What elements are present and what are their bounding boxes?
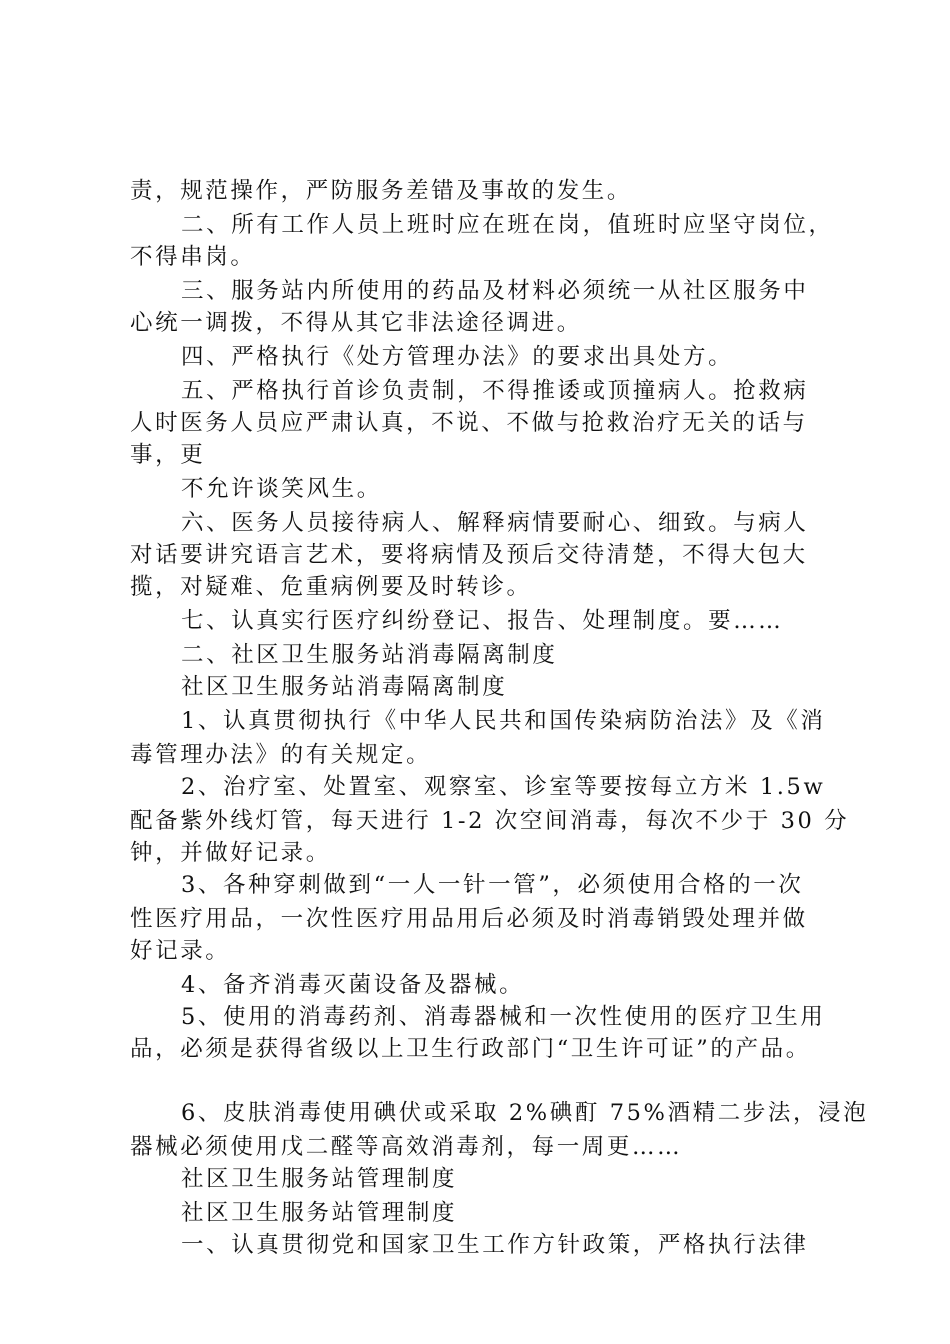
text-line: 钟，并做好记录。: [130, 840, 331, 866]
text-line: 不得串岗。: [130, 244, 256, 270]
text-line: 6、皮肤消毒使用碘伏或采取 2%碘酊 75%酒精二步法，浸泡: [181, 1100, 869, 1126]
text-line: 四、严格执行《处方管理办法》的要求出具处方。: [181, 344, 734, 370]
text-line: 4、备齐消毒灭菌设备及器械。: [181, 972, 525, 998]
text-line: 心统一调拨，不得从其它非法途径调进。: [130, 310, 582, 336]
text-line: 事，更: [130, 442, 206, 468]
section-title: 社区卫生服务站消毒隔离制度: [181, 674, 508, 700]
text-line: 七、认真实行医疗纠纷登记、报告、处理制度。要……: [181, 608, 784, 634]
text-line: 配备紫外线灯管，每天进行 1-2 次空间消毒，每次不少于 30 分: [130, 808, 850, 834]
text-line: 3、各种穿刺做到“一人一针一管”，必须使用合格的一次: [181, 872, 804, 898]
text-line: 5、使用的消毒药剂、消毒器械和一次性使用的医疗卫生用: [181, 1004, 826, 1030]
section-title: 社区卫生服务站管理制度: [181, 1200, 458, 1226]
text-line: 五、严格执行首诊负责制，不得推诿或顶撞病人。抢救病: [181, 378, 809, 404]
text-line: 品，必须是获得省级以上卫生行政部门“卫生许可证”的产品。: [130, 1036, 811, 1062]
text-line: 对话要讲究语言艺术，要将病情及预后交待清楚，不得大包大: [130, 542, 808, 568]
text-line: 性医疗用品，一次性医疗用品用后必须及时消毒销毁处理并做: [130, 906, 808, 932]
text-line: 责，规范操作，严防服务差错及事故的发生。: [130, 178, 633, 204]
section-heading: 二、社区卫生服务站消毒隔离制度: [181, 642, 558, 668]
text-line: 二、所有工作人员上班时应在班在岗，值班时应坚守岗位，: [181, 212, 834, 238]
text-line: 器械必须使用戊二醛等高效消毒剂，每一周更……: [130, 1134, 683, 1160]
text-line: 2、治疗室、处置室、观察室、诊室等要按每立方米 1.5w: [181, 774, 826, 800]
text-line: 三、服务站内所使用的药品及材料必须统一从社区服务中: [181, 278, 809, 304]
text-line: 1、认真贯彻执行《中华人民共和国传染病防治法》及《消: [181, 708, 826, 734]
text-line: 毒管理办法》的有关规定。: [130, 742, 432, 768]
text-line: 人时医务人员应严肃认真，不说、不做与抢救治疗无关的话与: [130, 410, 808, 436]
text-line: 不允许谈笑风生。: [181, 476, 382, 502]
section-heading: 社区卫生服务站管理制度: [181, 1166, 458, 1192]
text-line: 一、认真贯彻党和国家卫生工作方针政策，严格执行法律: [181, 1232, 809, 1258]
text-line: 好记录。: [130, 938, 231, 964]
text-line: 六、医务人员接待病人、解释病情要耐心、细致。与病人: [181, 510, 809, 536]
text-line: 揽，对疑难、危重病例要及时转诊。: [130, 574, 532, 600]
